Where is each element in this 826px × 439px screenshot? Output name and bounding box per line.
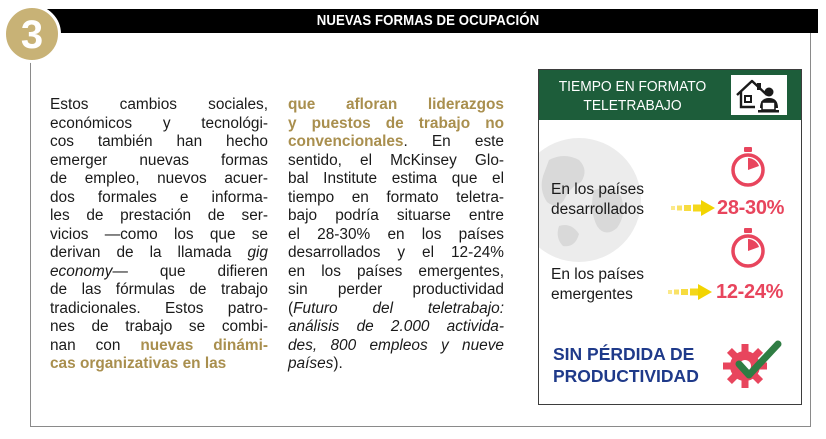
emerging-countries-label bbox=[551, 265, 644, 305]
text-line bbox=[50, 337, 268, 356]
text-line: de las fórmulas de trabajo bbox=[50, 281, 268, 298]
text-line: vicios —como los que se bbox=[50, 225, 268, 243]
gear-check-icon bbox=[723, 338, 783, 390]
highlight-text: convencionales bbox=[288, 133, 404, 150]
text-line: desarrollados y el 12-24% bbox=[288, 244, 504, 261]
highlight-text: cas organizativas en las bbox=[50, 355, 227, 372]
infographic-title-line: TIEMPO EN FORMATO bbox=[558, 78, 707, 95]
arrow-icon bbox=[669, 198, 717, 218]
article-column-1 bbox=[50, 96, 268, 374]
section-title: NUEVAS FORMAS DE OCUPACIÓN bbox=[316, 12, 540, 29]
teleworking-infographic bbox=[538, 69, 802, 405]
text-run: derivan de la llamada bbox=[50, 244, 232, 261]
text-line: bal Institute estima que el bbox=[288, 170, 504, 187]
text-line: en los países emergentes, bbox=[288, 262, 504, 280]
text-line: el 28-30% en los países bbox=[288, 225, 504, 243]
text-run-italic: Futuro del teletrabajo: bbox=[293, 299, 504, 317]
text-run-italic: economy bbox=[50, 262, 113, 280]
text-line bbox=[288, 355, 504, 374]
text-run-italic: países bbox=[288, 355, 334, 372]
label-line: desarrollados bbox=[551, 201, 645, 218]
conclusion-line: SIN PÉRDIDA DE bbox=[553, 344, 695, 364]
highlight-text: nuevas dinámi- bbox=[140, 336, 268, 354]
section-header-bar bbox=[38, 9, 818, 33]
infographic-title bbox=[552, 77, 713, 115]
text-run: nan con bbox=[50, 336, 121, 354]
text-line bbox=[50, 244, 268, 263]
text-run: . En este bbox=[403, 133, 504, 150]
text-line: tradicionales. Estos patro- bbox=[50, 299, 268, 317]
label-line: En los países bbox=[551, 181, 645, 198]
text-line bbox=[50, 355, 268, 374]
highlight-text: que afloran liderazgos bbox=[288, 96, 504, 113]
emerging-percent: 12-24% bbox=[716, 281, 784, 303]
infographic-header bbox=[539, 70, 801, 120]
text-line bbox=[288, 133, 504, 152]
text-line: análisis de 2.000 activida- bbox=[288, 318, 504, 335]
text-line bbox=[50, 263, 268, 282]
text-line: de empleo, nuevos acuer- bbox=[50, 170, 268, 187]
conclusion-line: PRODUCTIVIDAD bbox=[553, 366, 699, 386]
text-line: bajo podría situarse entre bbox=[288, 207, 504, 224]
text-run: ). bbox=[333, 355, 343, 372]
house-person-laptop-icon bbox=[731, 75, 787, 115]
text-line: sentido, el McKinsey Glo- bbox=[288, 151, 504, 169]
text-line: des, 800 empleos y nueve bbox=[288, 336, 504, 354]
text-line: emerger nuevas formas bbox=[50, 151, 268, 169]
label-line: emergentes bbox=[551, 286, 633, 303]
text-line: nes de trabajo se combi- bbox=[50, 318, 268, 335]
text-line: sin perder productividad bbox=[288, 281, 504, 298]
article-column-2 bbox=[288, 96, 504, 374]
section-number: 3 bbox=[20, 13, 44, 57]
label-line: En los países bbox=[551, 266, 645, 283]
text-line: Estos cambios sociales, bbox=[50, 96, 268, 113]
developed-countries-label bbox=[551, 180, 644, 220]
stopwatch-icon bbox=[729, 227, 767, 269]
no-productivity-loss-text bbox=[553, 343, 699, 387]
text-run: — que difieren bbox=[112, 262, 268, 280]
text-line bbox=[288, 300, 504, 319]
text-line bbox=[288, 115, 504, 134]
infographic-title-line: TELETRABAJO bbox=[583, 97, 682, 114]
highlight-text: y puestos de trabajo no bbox=[288, 114, 504, 132]
text-run: ( bbox=[288, 299, 294, 317]
arrow-icon bbox=[666, 282, 714, 302]
text-line: les de prestación de ser- bbox=[50, 207, 268, 224]
text-line bbox=[288, 96, 504, 115]
text-line: dos formales e informa- bbox=[50, 188, 268, 206]
stopwatch-icon bbox=[729, 146, 767, 188]
text-line: cos también han hecho bbox=[50, 133, 268, 150]
text-line: económicos y tecnológi- bbox=[50, 114, 268, 132]
text-run-italic: gig bbox=[247, 244, 268, 261]
text-line: tiempo en formato teletra- bbox=[288, 188, 504, 206]
section-number-badge bbox=[3, 5, 61, 63]
developed-percent: 28-30% bbox=[717, 197, 785, 219]
